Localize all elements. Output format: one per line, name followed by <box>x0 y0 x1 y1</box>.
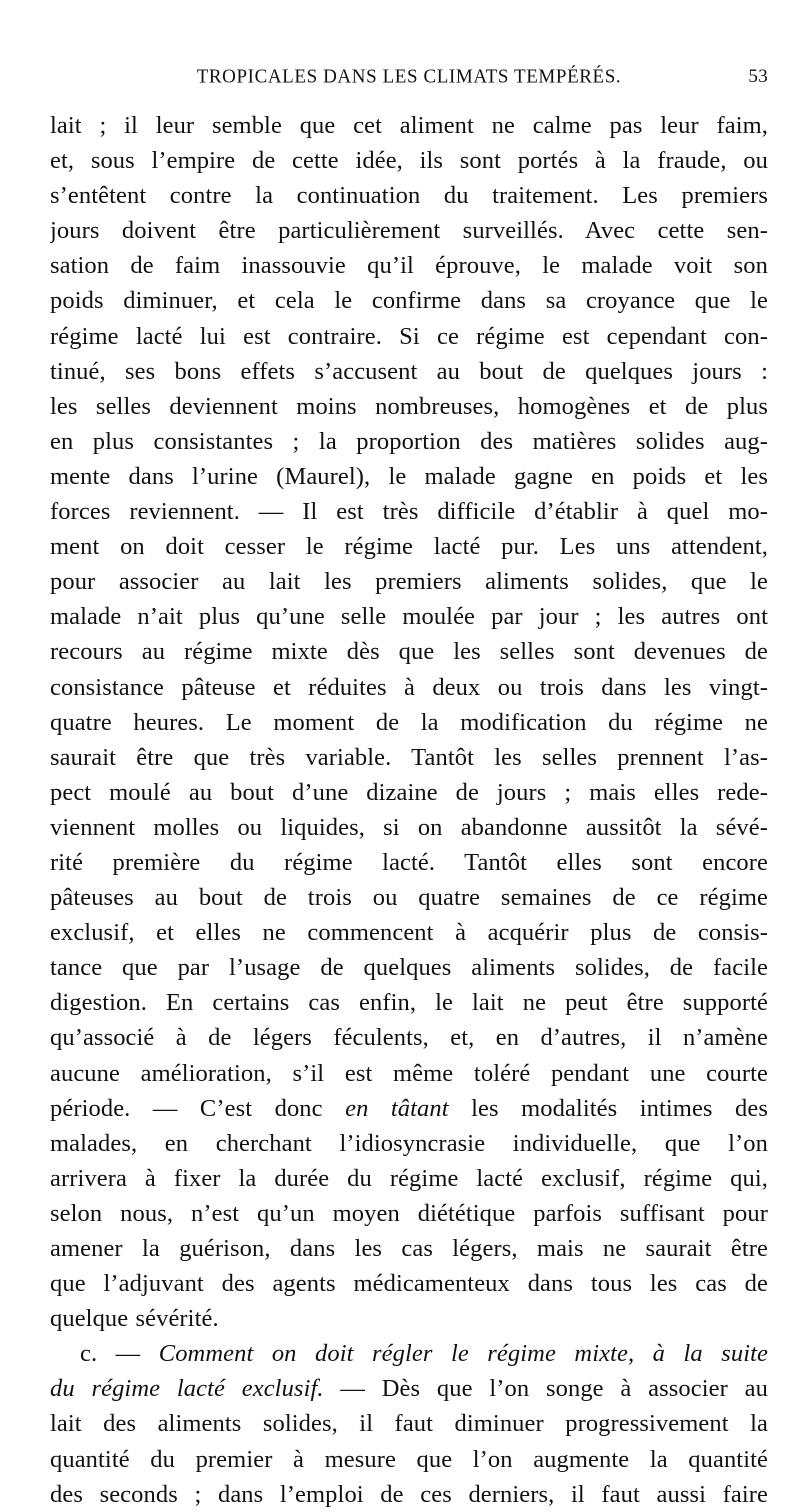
section-title: Comment on doit régler le régime mixte, à la suite <box>158 1340 768 1368</box>
text-line: rité première du régime lacté. Tantôt elles sont encore <box>50 848 768 876</box>
text-line: malades, en cherchant l’idiosyncrasie individuelle, que l’on <box>50 1129 768 1157</box>
text-line: selon nous, n’est qu’un moyen diététique parfois suffisant pour <box>50 1199 768 1227</box>
text-line: aucune amélioration, s’il est même toléré pendant une courte <box>50 1059 768 1087</box>
text-line: quatre heures. Le moment de la modification du régime ne <box>50 708 768 736</box>
page-number: 53 <box>748 66 768 87</box>
running-head <box>50 66 768 100</box>
book-page <box>50 66 768 1512</box>
text-line: en plus consistantes ; la proportion des matières solides aug- <box>50 427 768 455</box>
section-label: c. — <box>80 1340 159 1368</box>
text-line: malade n’ait plus qu’une selle moulée par jour ; les autres ont <box>50 603 768 631</box>
text-line: viennent molles ou liquides, si on abandonne aussitôt la sévé- <box>50 813 768 841</box>
text-line: s’entêtent contre la continuation du traitement. Les premiers <box>50 182 768 210</box>
text-line: recours au régime mixte dès que les selles sont devenues de <box>50 638 768 666</box>
text-line-with-emphasis <box>50 1091 768 1126</box>
text-line: pâteuses au bout de trois ou quatre semaines de ce régime <box>50 884 768 912</box>
text-line: pect moulé au bout d’une dizaine de jours ; mais elles rede- <box>50 778 768 806</box>
section-title-continued: du régime lacté exclusif. <box>50 1375 324 1403</box>
line-text-before: période. — C’est donc <box>50 1094 346 1122</box>
text-line: que l’adjuvant des agents médicamenteux dans tous les cas de <box>50 1270 768 1298</box>
text-line: amener la guérison, dans les cas légers, mais ne saurait être <box>50 1235 768 1262</box>
text-line: mente dans l’urine (Maurel), le malade gagne en poids et les <box>50 462 768 490</box>
text-line: sation de faim inassouvie qu’il éprouve, le malade voit son <box>50 252 768 280</box>
text-line: régime lacté lui est contraire. Si ce régime est cependant con- <box>50 322 768 350</box>
text-line: digestion. En certains cas enfin, le lait ne peut être supporté <box>50 989 768 1017</box>
section-heading-line-2 <box>50 1371 768 1406</box>
text-line: quantité du premier à mesure que l’on augmente la quantité <box>50 1445 768 1473</box>
text-line: tinué, ses bons effets s’accusent au bout de quelques jours : <box>50 357 768 385</box>
text-line: des seconds ; dans l’emploi de ces derniers, il faut aussi faire <box>50 1480 768 1508</box>
text-line: qu’associé à de légers féculents, et, en d’autres, il n’amène <box>50 1024 768 1052</box>
text-line: lait des aliments solides, il faut diminuer progressivement la <box>50 1410 768 1438</box>
text-line: les selles deviennent moins nombreuses, homogènes et de plus <box>50 392 768 420</box>
text-line: jours doivent être particulièrement surveillés. Avec cette sen- <box>50 217 768 245</box>
text-line: exclusif, et elles ne commencent à acquérir plus de consis- <box>50 919 768 947</box>
paragraph-end-line: quelque sévérité. <box>50 1305 219 1333</box>
text-line: poids diminuer, et cela le confirme dans sa croyance que le <box>50 287 768 315</box>
text-line: saurait être que très variable. Tantôt les selles prennent l’as- <box>50 743 768 771</box>
line-text-after: — Dès que l’on songe à associer au <box>323 1375 768 1403</box>
body-text <box>50 108 768 1512</box>
text-line: consistance pâteuse et réduites à deux ou trois dans les vingt- <box>50 673 768 701</box>
emphasis-text: en tâtant <box>345 1094 449 1122</box>
section-heading-line <box>50 1336 768 1371</box>
text-line: et, sous l’empire de cette idée, ils sont portés à la fraude, ou <box>50 147 768 175</box>
text-line: arrivera à fixer la durée du régime lacté exclusif, régime qui, <box>50 1164 768 1192</box>
running-title: TROPICALES DANS LES CLIMATS TEMPÉRÉS. <box>196 65 622 88</box>
text-line: pour associer au lait les premiers aliments solides, que le <box>50 568 768 596</box>
text-line: ment on doit cesser le régime lacté pur. Les uns attendent, <box>50 533 768 561</box>
line-text-after: les modalités intimes des <box>448 1094 768 1122</box>
text-line: lait ; il leur semble que cet aliment ne calme pas leur faim, <box>50 112 768 139</box>
text-line: tance que par l’usage de quelques aliments solides, de facile <box>50 954 768 982</box>
text-line: forces reviennent. — Il est très difficile d’établir à quel mo- <box>50 498 768 526</box>
